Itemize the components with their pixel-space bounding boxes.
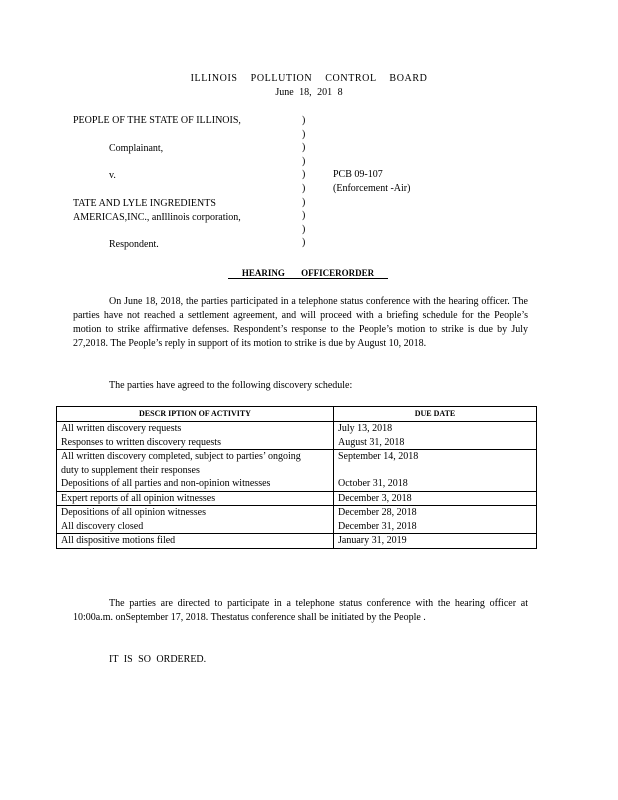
- so-ordered: IT IS SO ORDERED.: [109, 654, 207, 665]
- table-header-row: [57, 407, 537, 422]
- table-row: [57, 422, 537, 436]
- date-cell: July 13, 2018: [334, 422, 537, 436]
- order-date: June 18, 201 8: [275, 87, 343, 98]
- board-title: ILLINOIS POLLUTION CONTROL BOARD: [190, 73, 428, 84]
- paragraph-schedule-intro: The parties have agreed to the following discovery schedule:: [109, 380, 353, 391]
- caption-paren: ): [302, 223, 306, 235]
- table-row: [57, 520, 537, 534]
- defendant-name-line2: AMERICAS,INC., anIllinois corporation,: [73, 212, 241, 223]
- defendant-name-line1: TATE AND LYLE INGREDIENTS: [73, 198, 216, 209]
- table-row: [57, 534, 537, 549]
- case-type: (Enforcement -Air): [333, 183, 411, 194]
- date-cell: January 31, 2019: [334, 534, 537, 549]
- caption-paren: ): [302, 128, 306, 140]
- activity-cell: Depositions of all parties and non-opinion witnesses: [57, 477, 334, 491]
- paragraph-status-conference: The parties are directed to participate in a telephone status conference with the hearing officer at 10:00a.m. onSeptember 17, 2018. Thestatus conference shall be initiated by the People .: [73, 598, 528, 623]
- case-number: PCB 09-107: [333, 169, 383, 180]
- date-cell: December 3, 2018: [334, 491, 537, 506]
- caption-paren: ): [302, 196, 306, 208]
- respondent-label: Respondent.: [109, 239, 159, 250]
- date-cell: December 28, 2018: [334, 506, 537, 520]
- activity-cell: Depositions of all opinion witnesses: [57, 506, 334, 520]
- order-title: HEARING OFFICERORDER: [228, 268, 388, 279]
- activity-cell: All written discovery completed, subject to parties’ ongoing duty to supplement their responses: [57, 450, 334, 478]
- complainant-label: Complainant,: [109, 143, 164, 154]
- caption-paren: ): [302, 210, 306, 222]
- activity-cell: All written discovery requests: [57, 422, 334, 436]
- paragraph-status: On June 18, 2018, the parties participated in a telephone status conference with the hearing officer. The parties have not reached a settlement agreement, and will proceed with a briefing schedule for the People’s motion to strike affirmative defenses. Respondent’s response to the People’s motion to strike is due by July 27,2018. The People’s reply in support of its motion to strike is due by August 10, 2018.: [73, 296, 528, 349]
- activity-cell: Responses to written discovery requests: [57, 436, 334, 450]
- caption-paren: ): [302, 155, 306, 167]
- table-row: [57, 450, 537, 478]
- table-row: [57, 506, 537, 520]
- caption-paren: ): [302, 169, 306, 181]
- date-cell: August 31, 2018: [334, 436, 537, 450]
- date-cell: September 14, 2018: [334, 450, 537, 478]
- caption-paren: ): [302, 115, 306, 126]
- caption-paren: ): [302, 142, 306, 154]
- table-row: [57, 477, 537, 491]
- date-cell: December 31, 2018: [334, 520, 537, 534]
- table-row: [57, 491, 537, 506]
- caption-paren: ): [302, 237, 306, 249]
- activity-cell: Expert reports of all opinion witnesses: [57, 491, 334, 506]
- activity-cell: All discovery closed: [57, 520, 334, 534]
- activity-cell: All dispositive motions filed: [57, 534, 334, 549]
- date-cell: October 31, 2018: [334, 477, 537, 491]
- header-due-date: DUE DATE: [334, 407, 537, 422]
- table-row: [57, 436, 537, 450]
- caption-paren: ): [302, 182, 306, 194]
- versus-label: v.: [109, 170, 116, 181]
- discovery-schedule-table: [56, 406, 537, 549]
- header-activity: DESCR IPTION OF ACTIVITY: [57, 407, 334, 422]
- caption-parentheses: [302, 114, 305, 250]
- plaintiff-name: PEOPLE OF THE STATE OF ILLINOIS,: [73, 115, 241, 126]
